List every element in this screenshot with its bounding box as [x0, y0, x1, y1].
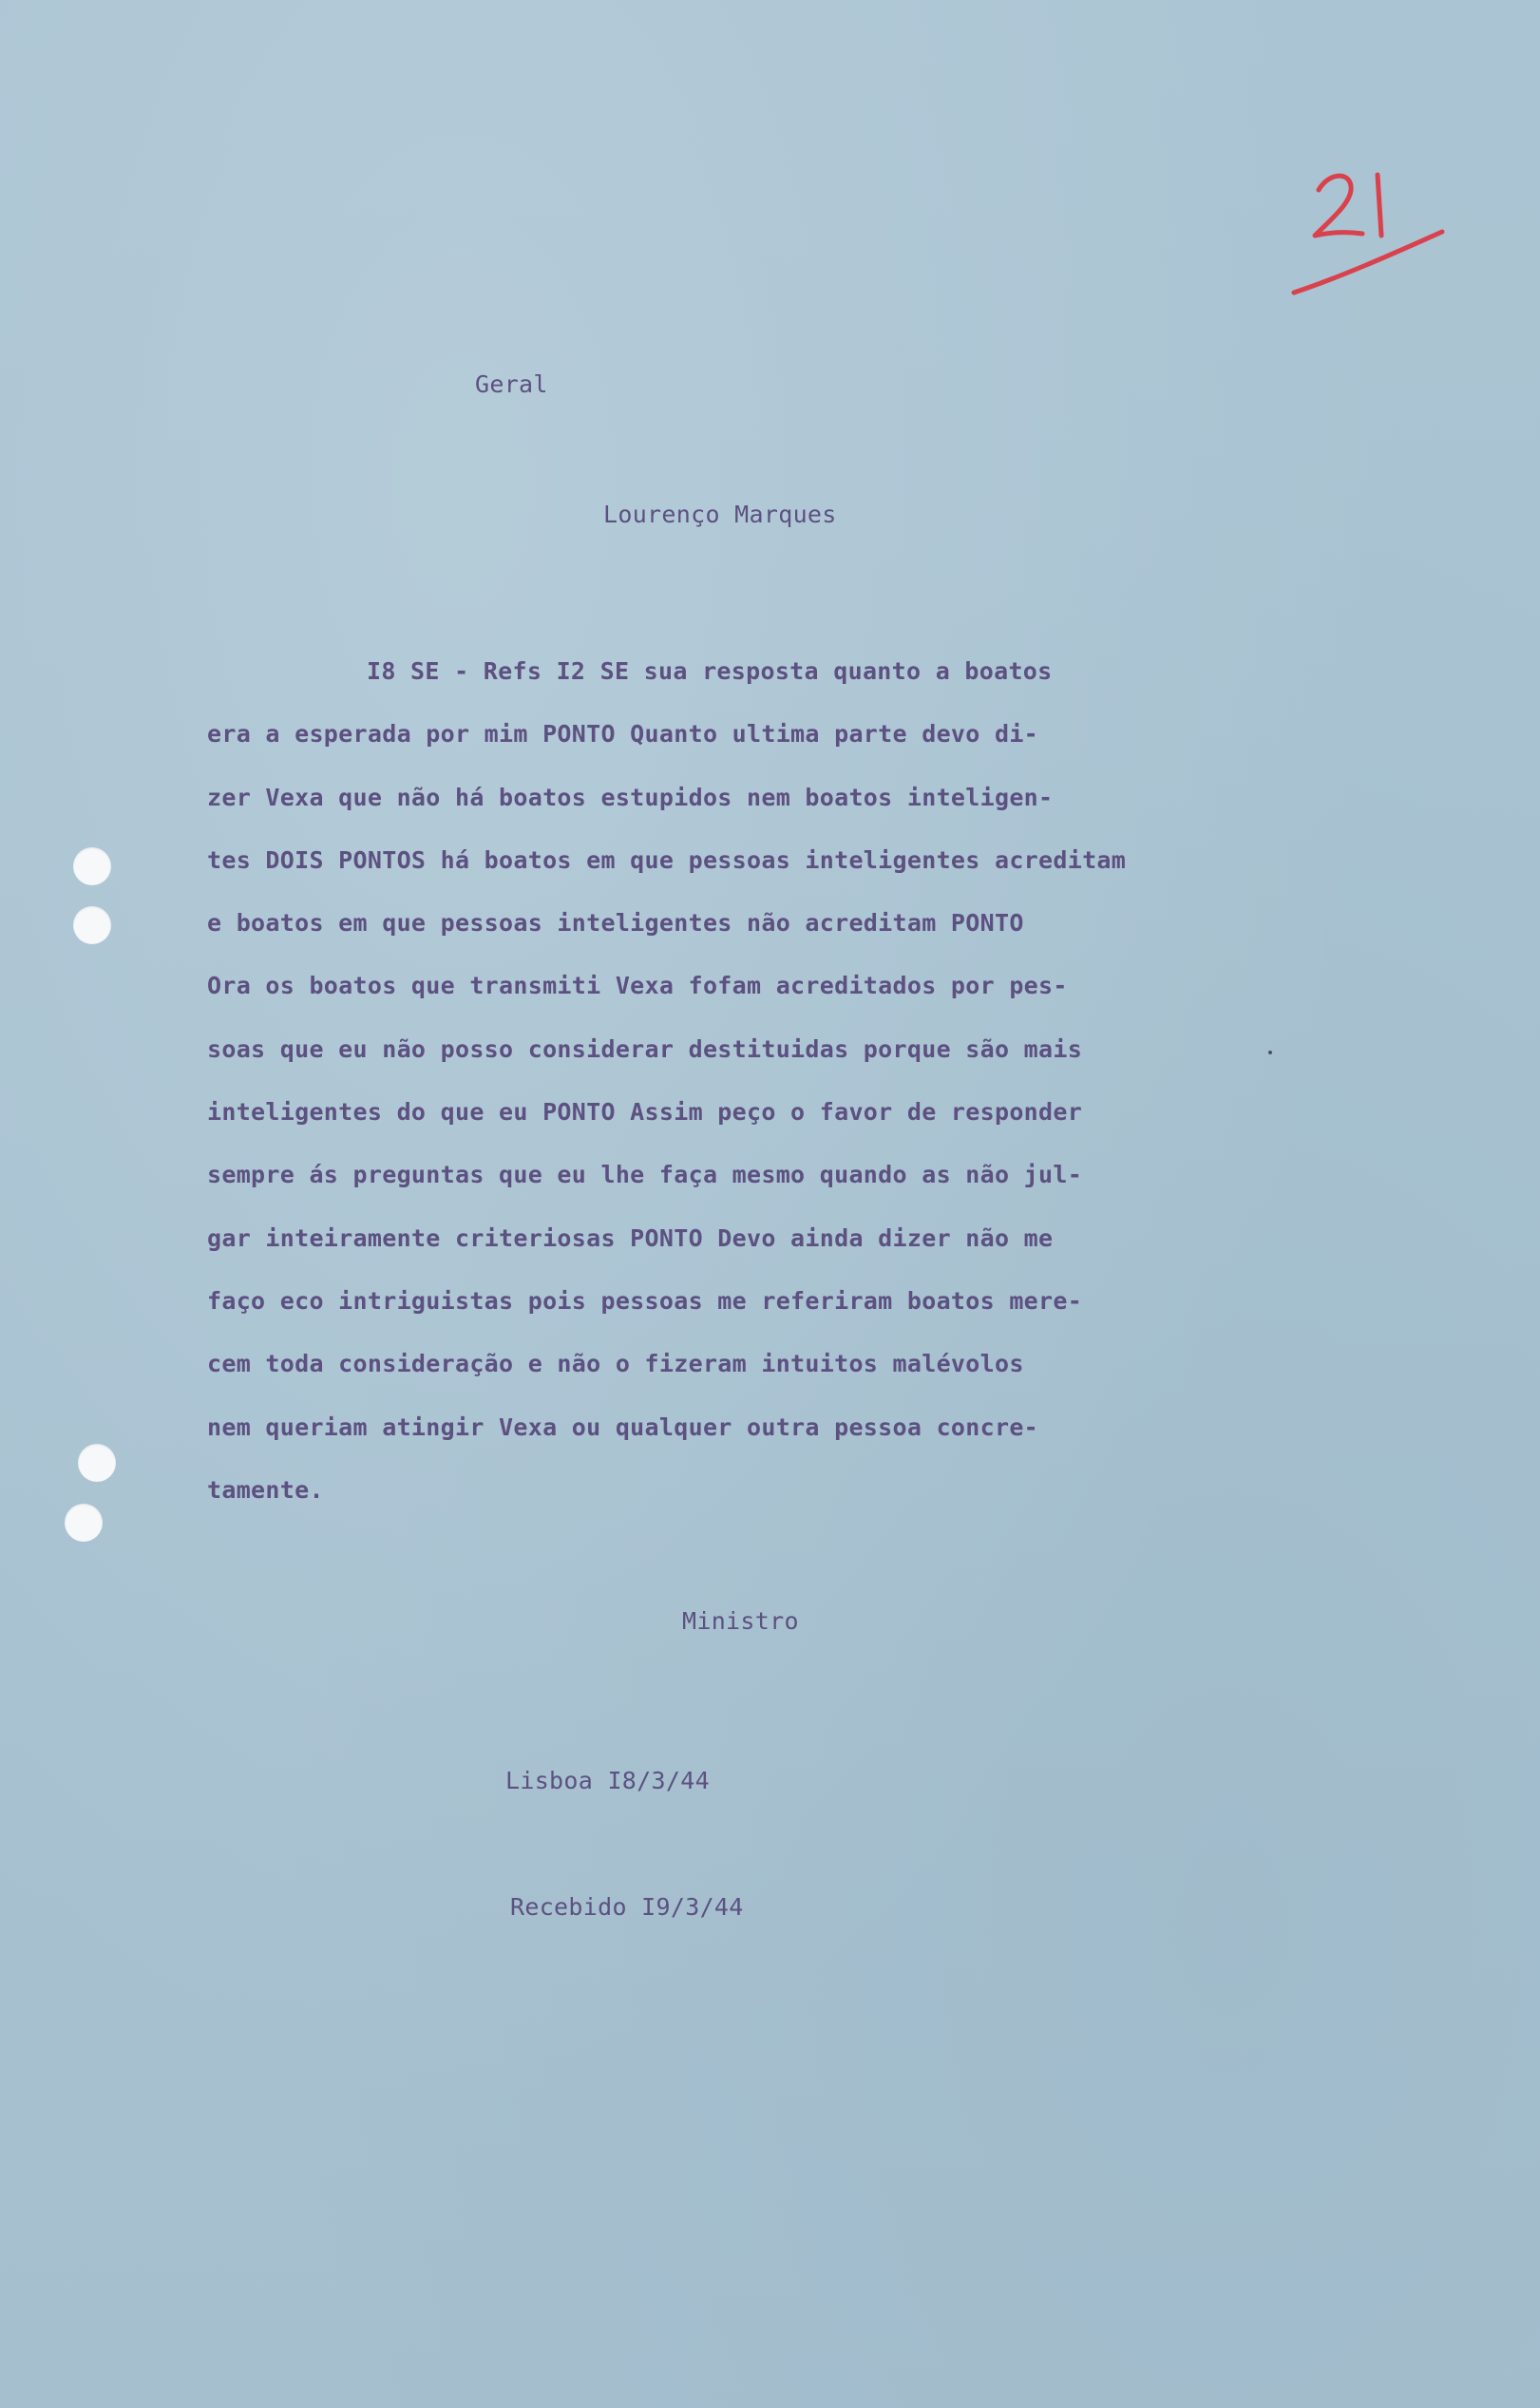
body-line: inteligentes do que eu PONTO Assim peço o favor de responder: [207, 1098, 1083, 1127]
body-line: faço eco intriguistas pois pessoas me referiram boatos mere-: [207, 1286, 1083, 1315]
body-line: e boatos em que pessoas inteligentes não acreditam PONTO: [207, 909, 1024, 938]
destination-heading: Lourenço Marques: [603, 501, 837, 528]
punch-hole: [73, 847, 111, 885]
punch-hole: [73, 906, 111, 944]
body-line: zer Vexa que não há boatos estupidos nem boatos inteligen-: [207, 783, 1054, 811]
handwritten-folio-number-icon: [1283, 152, 1454, 304]
folio-number: [1283, 152, 1454, 304]
place-date: Lisboa I8/3/44: [505, 1767, 710, 1794]
signature: Ministro: [682, 1607, 799, 1635]
punch-hole: [78, 1444, 116, 1482]
category-heading: Geral: [475, 370, 548, 398]
telegram-body: [207, 657, 1126, 1539]
body-line: soas que eu não posso considerar destituidas porque são mais: [207, 1034, 1083, 1063]
body-line: tamente.: [207, 1475, 324, 1504]
body-line: sempre ás preguntas que eu lhe faça mesmo quando as não jul-: [207, 1161, 1083, 1189]
body-line: Ora os boatos que transmiti Vexa fofam acreditados por pes-: [207, 972, 1068, 1000]
body-line: nem queriam atingir Vexa ou qualquer outra pessoa concre-: [207, 1413, 1039, 1441]
body-line: cem toda consideração e não o fizeram intuitos malévolos: [207, 1350, 1024, 1378]
ink-speck: [1268, 1051, 1272, 1054]
body-line: gar inteiramente criteriosas PONTO Devo ainda dizer não me: [207, 1223, 1054, 1252]
body-line: era a esperada por mim PONTO Quanto ultima parte devo di-: [207, 720, 1039, 749]
punch-hole: [65, 1504, 103, 1542]
body-line: tes DOIS PONTOS há boatos em que pessoas inteligentes acreditam: [207, 845, 1127, 874]
body-line: I8 SE - Refs I2 SE sua resposta quanto a boatos: [367, 657, 1053, 685]
received-date: Recebido I9/3/44: [510, 1893, 744, 1921]
